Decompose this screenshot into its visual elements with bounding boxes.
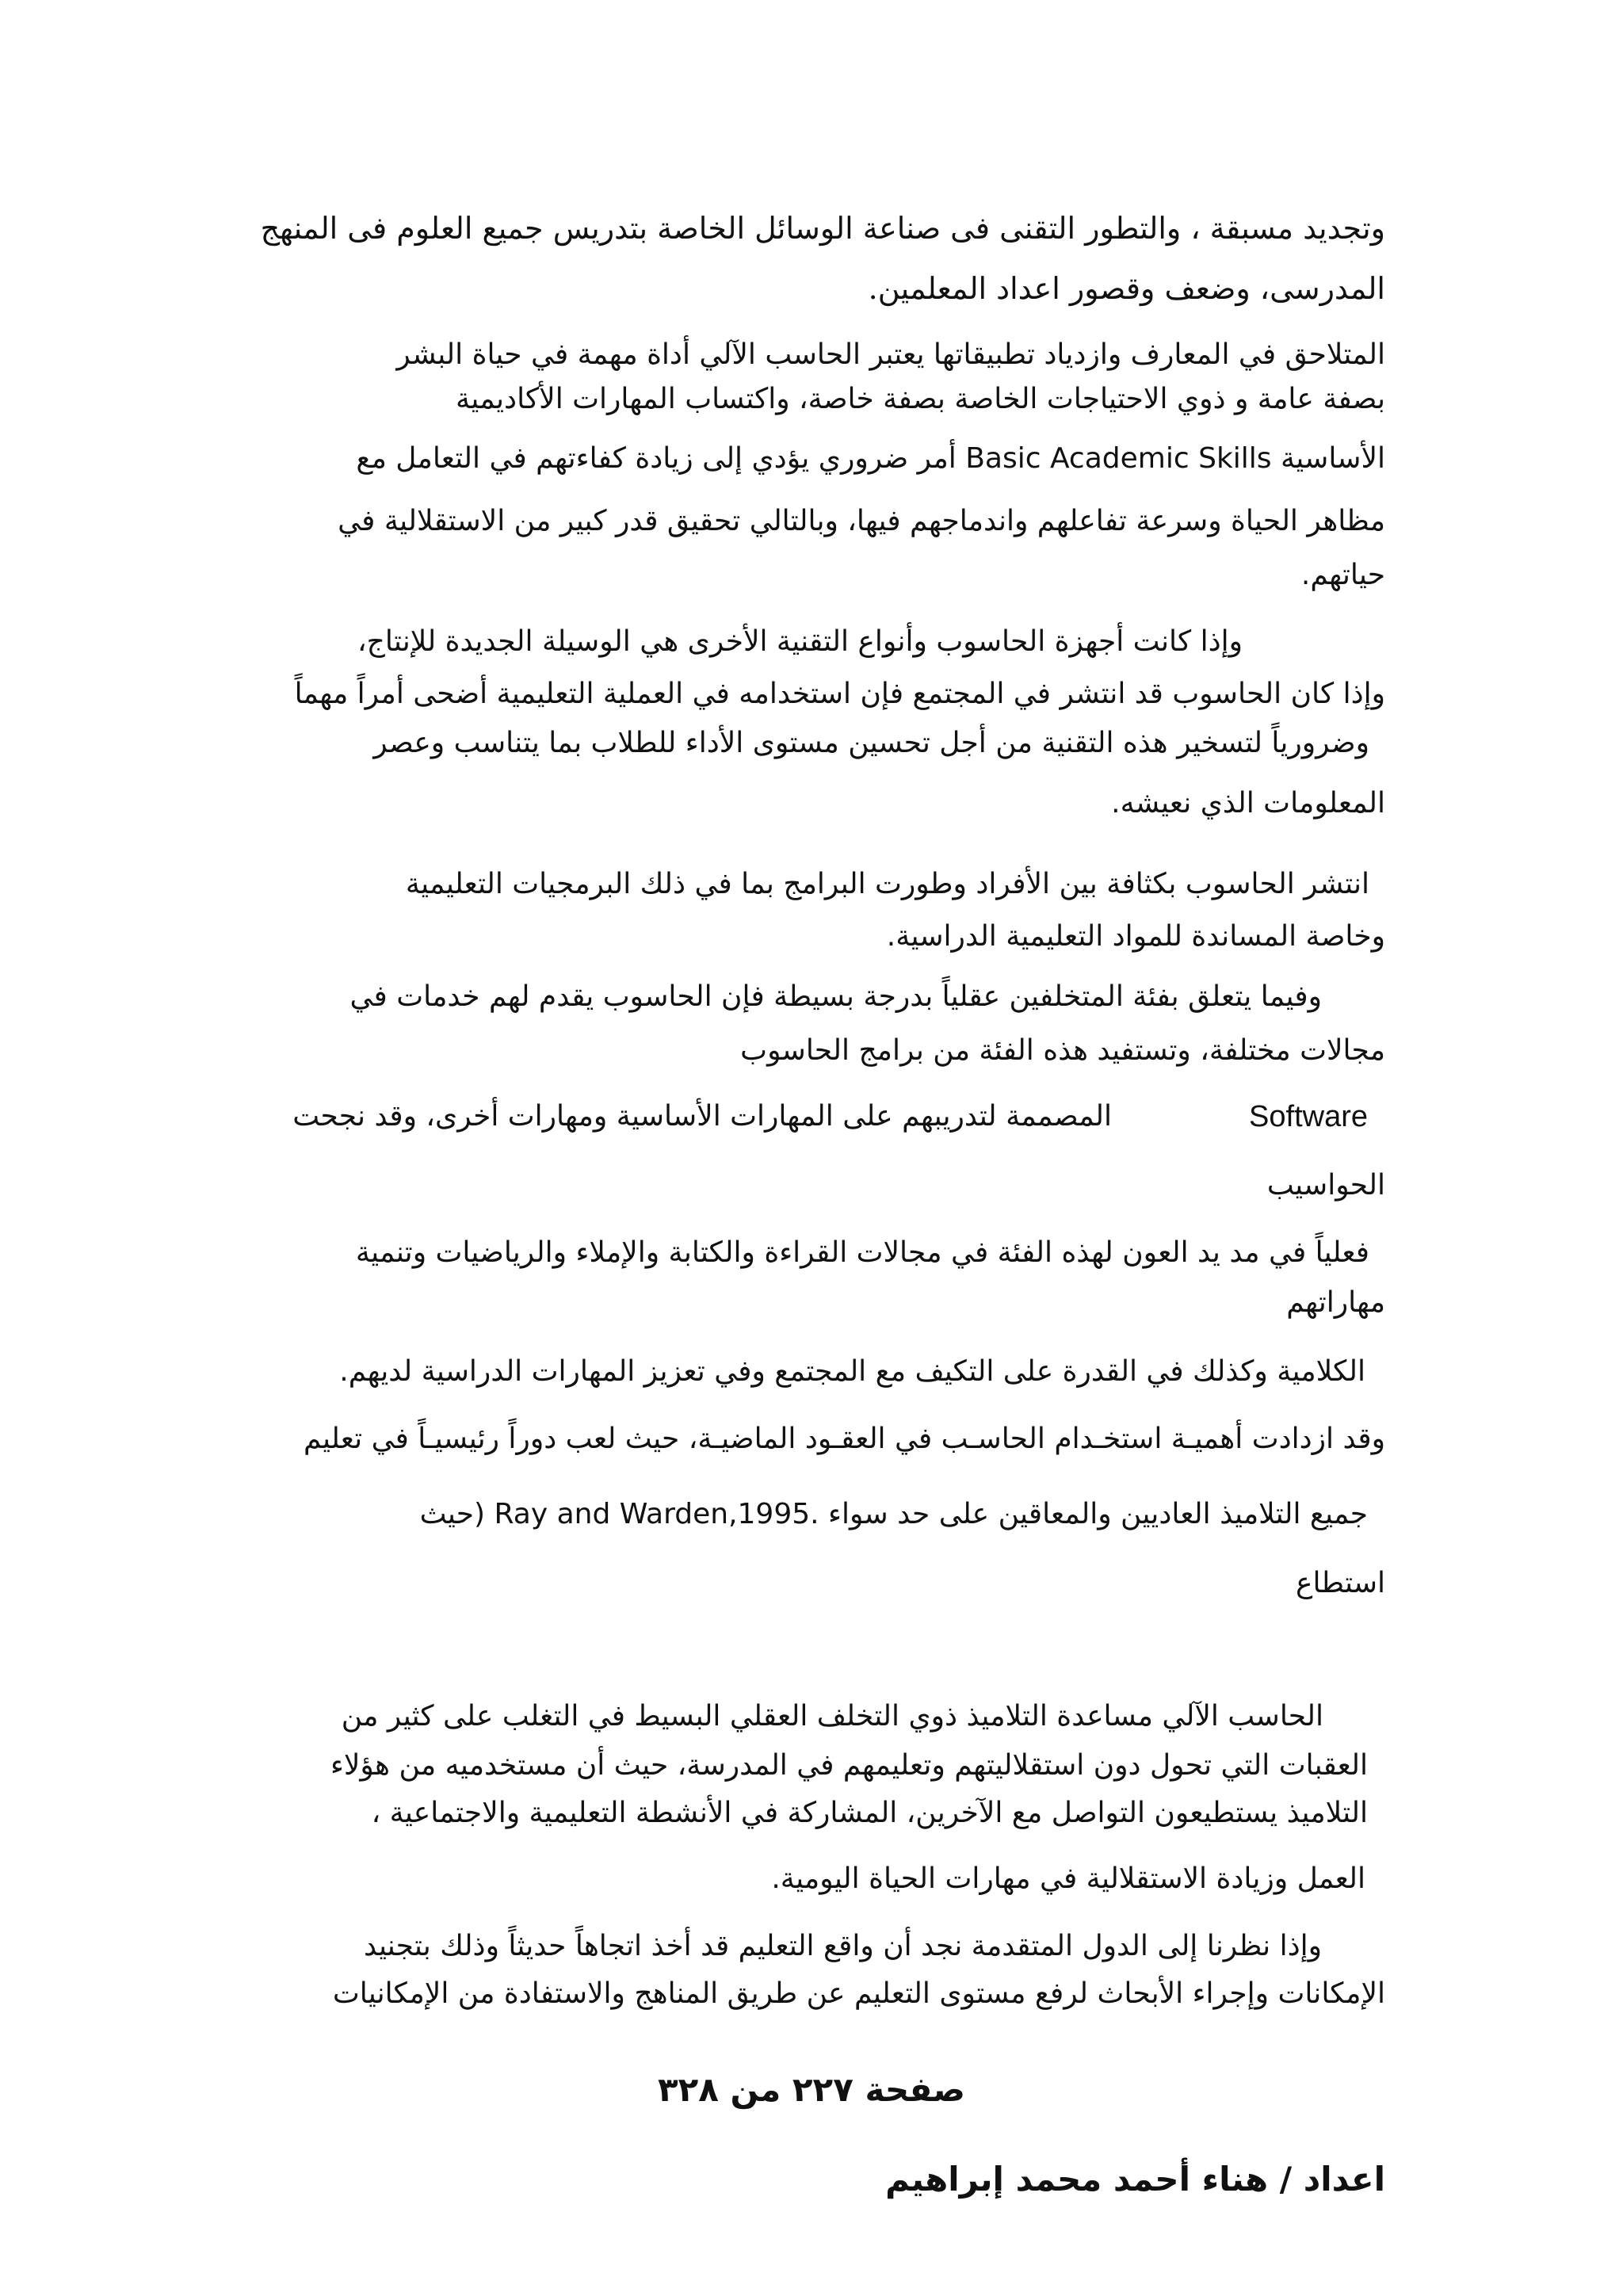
paragraph-line: وخاصة المساندة للمواد التعليمية الدراسية. — [886, 920, 1385, 953]
paragraph-line: العمل وزيادة الاستقلالية في مهارات الحياة اليومية. — [771, 1862, 1365, 1895]
software-term: Software — [1249, 1100, 1368, 1133]
paragraph-line: الكلامية وكذلك في القدرة على التكيف مع المجتمع وفي تعزيز المهارات الدراسية لديهم. — [339, 1355, 1365, 1388]
paragraph-line: استطاع — [1295, 1567, 1385, 1599]
paragraph-line: بصفة عامة و ذوي الاحتياجات الخاصة بصفة خاصة، واكتساب المهارات الأكاديمية — [456, 383, 1385, 415]
paragraph-line: وقد ازدادت أهميـة استخـدام الحاسـب في العقـود الماضيـة، حيث لعب دوراً رئيسيـاً في تعليم — [304, 1423, 1385, 1455]
paragraph-line: المدرسى، وضعف وقصور اعداد المعلمين. — [868, 271, 1385, 306]
paragraph-line: وإذا كانت أجهزة الحاسوب وأنواع التقنية الأخرى هي الوسيلة الجديدة للإنتاج، — [357, 625, 1243, 658]
paragraph-line: جميع التلاميذ العاديين والمعاقين على حد سواء .Ray and Warden,1995 (حيث — [419, 1498, 1368, 1530]
paragraph-line: مجالات مختلفة، وتستفيد هذه الفئة من برامج الحاسوب — [740, 1034, 1385, 1067]
paragraph-line: الحواسيب — [1266, 1169, 1385, 1201]
paragraph-line: التلاميذ يستطيعون التواصل مع الآخرين، المشاركة في الأنشطة التعليمية والاجتماعية ، — [371, 1797, 1368, 1829]
paragraph-line: العقبات التي تحول دون استقلاليتهم وتعليمهم في المدرسة، حيث أن مستخدميه من هؤلاء — [330, 1749, 1368, 1782]
paragraph-line: وتجديد مسبقة ، والتطور التقنى فى صناعة الوسائل الخاصة بتدريس جميع العلوم فى المنهج — [260, 211, 1385, 246]
paragraph-line: الأساسية Basic Academic Skills أمر ضروري يؤدي إلى زيادة كفاءتهم في التعامل مع — [356, 442, 1385, 475]
author-credit: اعداد / هناء أحمد محمد إبراهيم — [885, 2160, 1385, 2199]
paragraph-line: المصممة لتدريبهم على المهارات الأساسية ومهارات أخرى، وقد نجحت — [292, 1100, 1112, 1133]
paragraph-line: انتشر الحاسوب بكثافة بين الأفراد وطورت البرامج بما في ذلك البرمجيات التعليمية — [405, 868, 1369, 900]
paragraph-line: الإمكانات وإجراء الأبحاث لرفع مستوى التعليم عن طريق المناهج والاستفادة من الإمكانيات — [332, 1977, 1385, 2010]
paragraph-line: مهاراتهم — [1286, 1286, 1385, 1319]
paragraph-line: فعلياً في مد يد العون لهذه الفئة في مجالات القراءة والكتابة والإملاء والرياضيات وتنمية — [355, 1236, 1369, 1269]
paragraph-line: وفيما يتعلق بفئة المتخلفين عقلياً بدرجة بسيطة فإن الحاسوب يقدم لهم خدمات في — [349, 980, 1322, 1013]
paragraph-line: المعلومات الذي نعيشه. — [1111, 787, 1385, 819]
paragraph-line: مظاهر الحياة وسرعة تفاعلهم واندماجهم فيها، وبالتالي تحقيق قدر كبير من الاستقلالية في — [338, 505, 1385, 537]
paragraph-line: حياتهم. — [1300, 559, 1385, 591]
paragraph-line: وإذا كان الحاسوب قد انتشر في المجتمع فإن استخدامه في العملية التعليمية أضحى أمراً مهماً — [294, 678, 1385, 710]
paragraph-line: وضرورياً لتسخير هذه التقنية من أجل تحسين مستوى الأداء للطلاب بما يتناسب وعصر — [373, 727, 1369, 759]
paragraph-line: وإذا نظرنا إلى الدول المتقدمة نجد أن واقع التعليم قد أخذ اتجاهاً حديثاً وذلك بتجنيد — [364, 1930, 1322, 1962]
paragraph-line: الحاسب الآلي مساعدة التلاميذ ذوي التخلف العقلي البسيط في التغلب على كثير من — [341, 1700, 1323, 1733]
page-number: صفحة ٢٢٧ من ٣٢٨ — [657, 2070, 966, 2109]
paragraph-line: المتلاحق في المعارف وازدياد تطبيقاتها يعتبر الحاسب الآلي أداة مهمة في حياة البشر — [396, 338, 1385, 371]
